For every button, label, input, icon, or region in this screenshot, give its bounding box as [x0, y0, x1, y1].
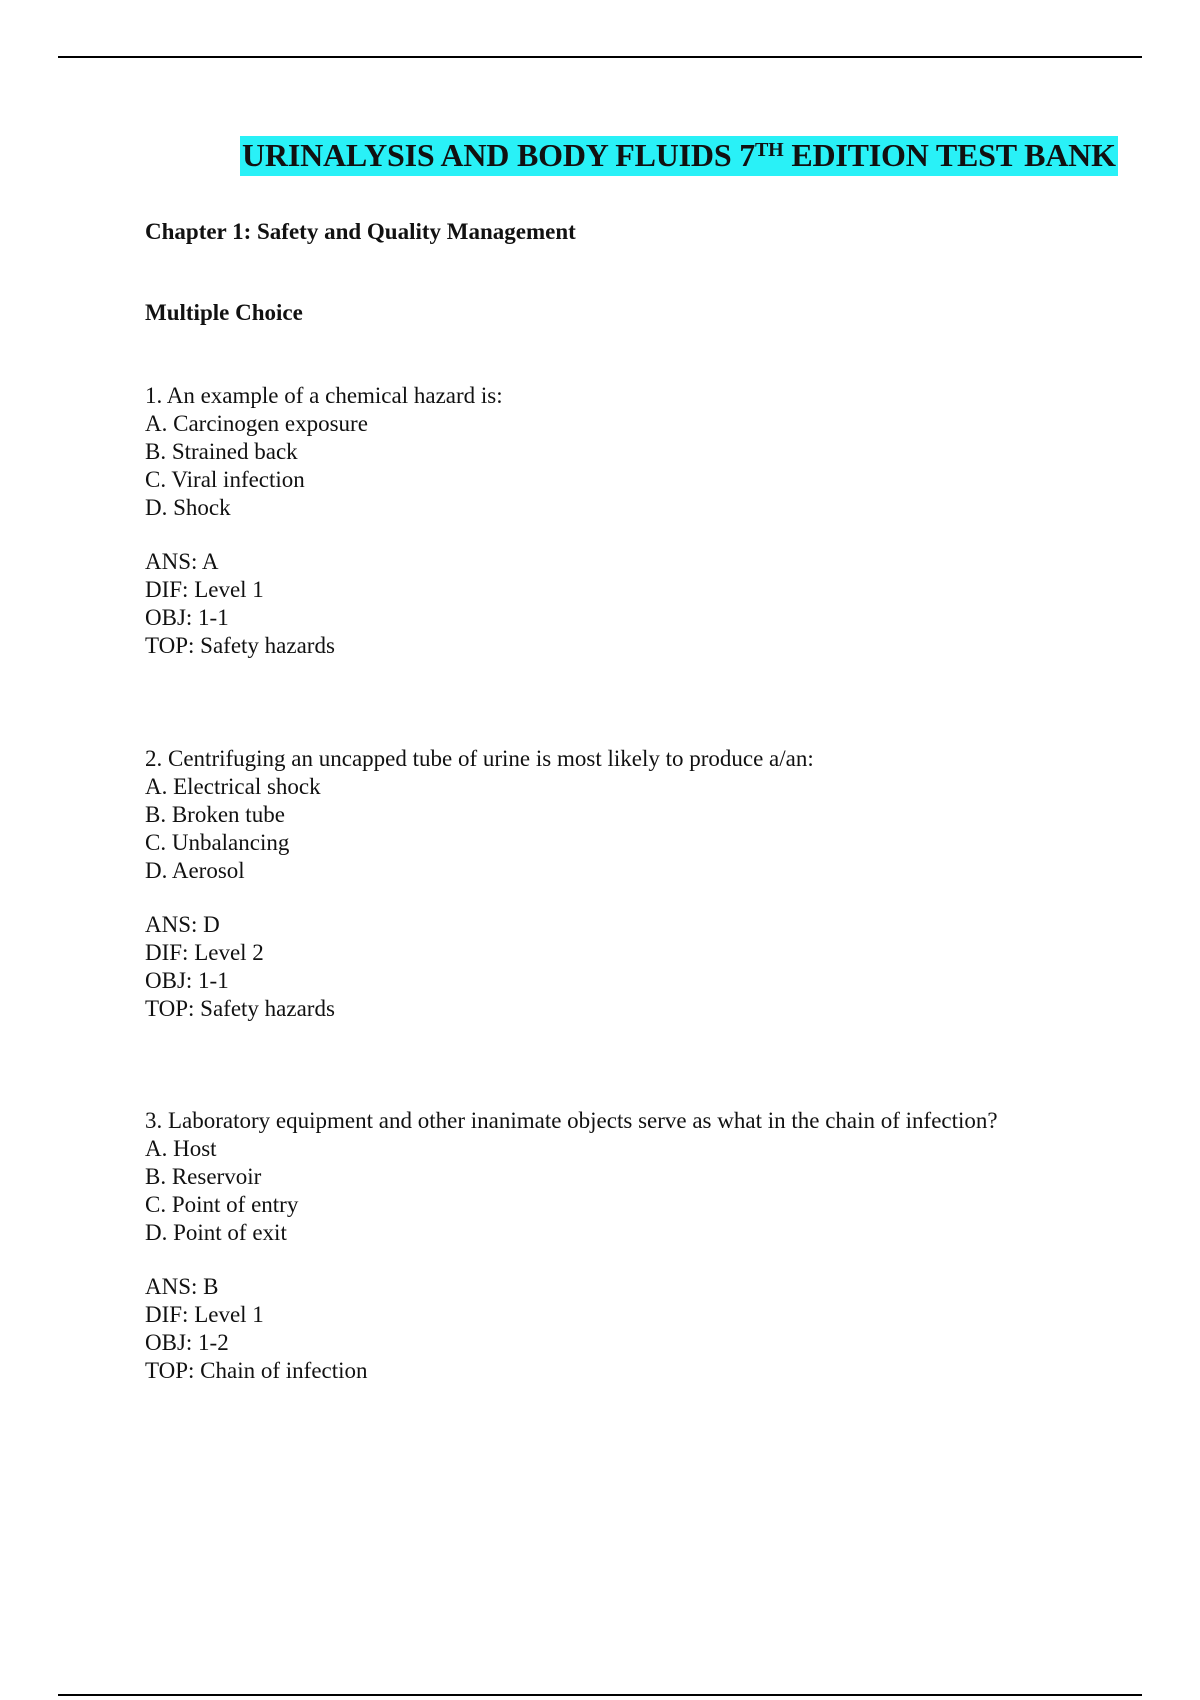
title-superscript: TH	[755, 139, 784, 161]
option-b: B. Reservoir	[145, 1164, 262, 1189]
option-c: C. Viral infection	[145, 467, 305, 492]
option-c: C. Point of entry	[145, 1192, 299, 1217]
difficulty: DIF: Level 1	[145, 577, 264, 602]
title-main: URINALYSIS AND BODY FLUIDS 7	[242, 137, 756, 173]
top-rule	[58, 56, 1142, 58]
option-d: D. Aerosol	[145, 858, 245, 883]
option-a: A. Host	[145, 1136, 217, 1161]
answer: ANS: B	[145, 1274, 219, 1299]
option-d: D. Shock	[145, 495, 231, 520]
title-rest: EDITION TEST BANK	[783, 137, 1116, 173]
option-a: A. Electrical shock	[145, 774, 321, 799]
objective: OBJ: 1-1	[145, 968, 229, 993]
difficulty: DIF: Level 2	[145, 940, 264, 965]
option-d: D. Point of exit	[145, 1220, 287, 1245]
topic: TOP: Chain of infection	[145, 1358, 368, 1383]
answer: ANS: A	[145, 549, 219, 574]
section-heading: Multiple Choice	[145, 300, 303, 325]
bottom-rule	[58, 1694, 1142, 1696]
question-2	[145, 745, 1145, 1023]
question-stem: 1. An example of a chemical hazard is:	[145, 383, 503, 408]
option-b: B. Strained back	[145, 439, 298, 464]
option-a: A. Carcinogen exposure	[145, 411, 368, 436]
topic: TOP: Safety hazards	[145, 633, 335, 658]
question-1	[145, 382, 1145, 660]
difficulty: DIF: Level 1	[145, 1302, 264, 1327]
option-c: C. Unbalancing	[145, 830, 290, 855]
objective: OBJ: 1-2	[145, 1330, 229, 1355]
option-b: B. Broken tube	[145, 802, 285, 827]
document-title	[240, 136, 1118, 176]
answer: ANS: D	[145, 912, 220, 937]
topic: TOP: Safety hazards	[145, 996, 335, 1021]
question-3	[145, 1107, 1145, 1385]
question-stem: 3. Laboratory equipment and other inanimate objects serve as what in the chain of infection?	[145, 1108, 998, 1133]
question-stem: 2. Centrifuging an uncapped tube of urine is most likely to produce a/an:	[145, 746, 814, 771]
chapter-heading: Chapter 1: Safety and Quality Management	[145, 219, 576, 244]
objective: OBJ: 1-1	[145, 605, 229, 630]
